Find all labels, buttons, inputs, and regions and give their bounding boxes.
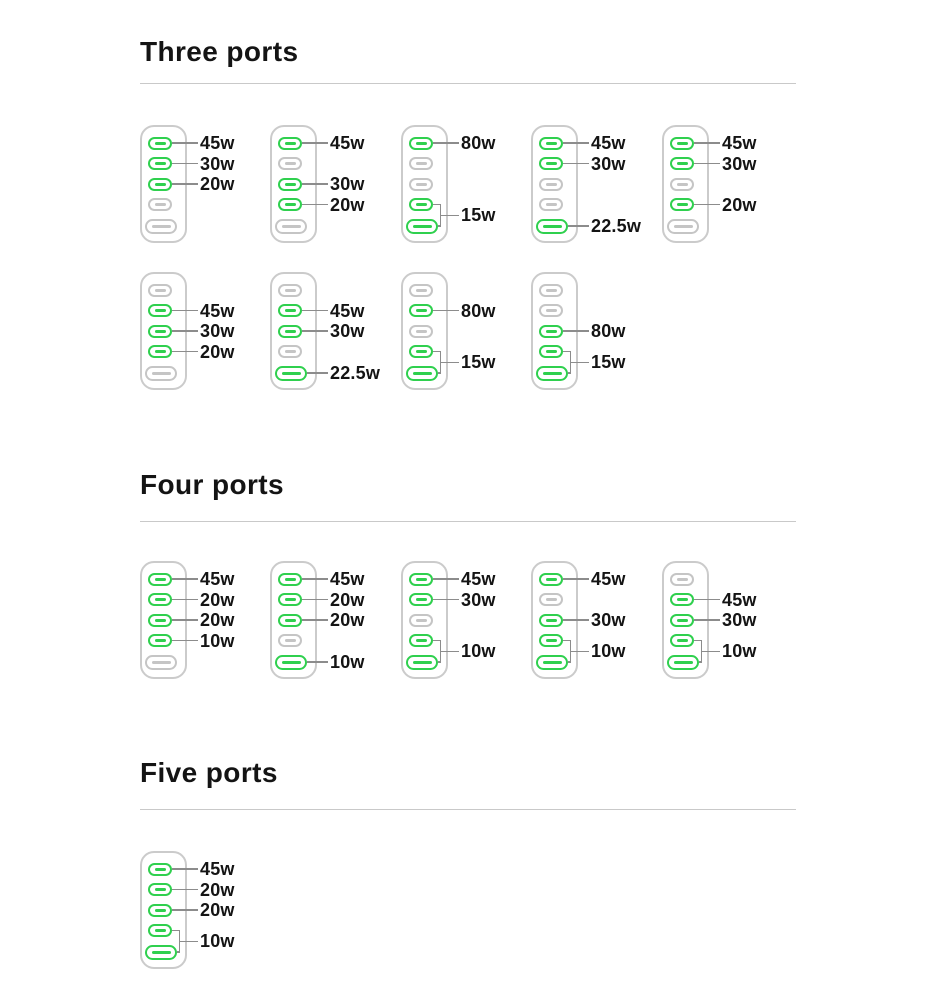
bracket-line-stub xyxy=(701,651,720,653)
usb-c-port-icon xyxy=(148,634,172,647)
usb-c-port-icon xyxy=(148,904,172,917)
usb-c-port-icon xyxy=(409,178,433,191)
port-wattage-label: 45w xyxy=(330,569,365,589)
usb-c-port-icon xyxy=(148,593,172,606)
label-connector-line xyxy=(302,578,328,580)
port-wattage-label: 10w xyxy=(200,931,235,952)
usb-a-port-icon xyxy=(145,655,177,670)
label-connector-line xyxy=(172,909,198,911)
port-pin-bar xyxy=(416,598,427,601)
port-pin-bar xyxy=(155,142,166,145)
port-wattage-label: 30w xyxy=(591,153,626,174)
usb-c-port-icon xyxy=(409,304,433,317)
port-pin-bar xyxy=(416,289,427,292)
usb-a-port-icon xyxy=(145,945,177,960)
usb-c-port-icon xyxy=(670,137,694,150)
port-wattage-label: 30w xyxy=(461,589,496,610)
port-wattage-label: 20w xyxy=(330,610,365,630)
usb-c-port-icon xyxy=(148,304,172,317)
charger-device xyxy=(531,272,741,394)
port-wattage-label: 22.5w xyxy=(330,363,381,383)
usb-a-port-icon xyxy=(275,219,307,234)
label-connector-line xyxy=(563,578,589,580)
label-connector-line xyxy=(172,351,198,353)
port-wattage-label: 20w xyxy=(200,900,235,920)
port-pin-bar xyxy=(413,661,432,664)
label-connector-line xyxy=(433,599,459,601)
port-wattage-label: 10w xyxy=(200,630,235,651)
port-pin-bar xyxy=(285,639,296,642)
usb-a-port-icon xyxy=(536,366,568,381)
label-connector-line xyxy=(302,310,328,312)
section-divider xyxy=(140,521,796,522)
port-pin-bar xyxy=(677,203,688,206)
port-wattage-label: 80w xyxy=(461,300,496,321)
usb-c-port-icon xyxy=(670,614,694,627)
usb-a-port-icon xyxy=(145,366,177,381)
port-pin-bar xyxy=(677,619,688,622)
port-wattage-label: 10w xyxy=(330,652,365,672)
port-pin-bar xyxy=(677,183,688,186)
usb-c-port-icon xyxy=(278,593,302,606)
port-pin-bar xyxy=(155,578,166,581)
port-wattage-label: 45w xyxy=(591,569,626,589)
port-pin-bar xyxy=(416,578,427,581)
label-connector-line xyxy=(172,640,198,642)
port-pin-bar xyxy=(416,330,427,333)
port-pin-bar xyxy=(416,203,427,206)
port-pin-bar xyxy=(546,183,557,186)
port-wattage-label: 80w xyxy=(591,321,626,341)
usb-c-port-icon xyxy=(670,593,694,606)
port-wattage-label: 45w xyxy=(330,300,365,321)
usb-c-port-icon xyxy=(539,284,563,297)
port-wattage-label: 22.5w xyxy=(591,216,642,236)
usb-a-port-icon xyxy=(536,655,568,670)
port-wattage-label: 15w xyxy=(461,205,496,226)
port-pin-bar xyxy=(282,372,301,375)
port-pin-bar xyxy=(543,661,562,664)
label-connector-line xyxy=(172,578,198,580)
port-wattage-label: 30w xyxy=(200,153,235,174)
usb-a-port-icon xyxy=(275,366,307,381)
usb-c-port-icon xyxy=(148,284,172,297)
port-pin-bar xyxy=(285,330,296,333)
usb-c-port-icon xyxy=(409,284,433,297)
label-connector-line xyxy=(172,868,198,870)
section-divider xyxy=(140,83,796,84)
port-pin-bar xyxy=(152,372,171,375)
port-wattage-label: 45w xyxy=(200,859,235,879)
port-wattage-label: 45w xyxy=(330,133,365,153)
usb-c-port-icon xyxy=(278,634,302,647)
usb-c-port-icon xyxy=(409,573,433,586)
usb-c-port-icon xyxy=(670,573,694,586)
label-connector-line xyxy=(694,599,720,601)
port-wattage-label: 15w xyxy=(591,352,626,373)
port-pin-bar xyxy=(155,619,166,622)
port-wattage-label: 10w xyxy=(591,641,626,662)
label-connector-line xyxy=(302,330,328,332)
port-pin-bar xyxy=(282,661,301,664)
label-connector-line xyxy=(694,619,720,621)
port-pin-bar xyxy=(416,350,427,353)
charger-device xyxy=(662,125,872,247)
usb-a-port-icon xyxy=(406,655,438,670)
usb-c-port-icon xyxy=(670,157,694,170)
usb-c-port-icon xyxy=(539,573,563,586)
usb-c-port-icon xyxy=(278,345,302,358)
port-pin-bar xyxy=(285,350,296,353)
port-pin-bar xyxy=(155,909,166,912)
usb-c-port-icon xyxy=(409,157,433,170)
usb-a-port-icon xyxy=(145,219,177,234)
usb-c-port-icon xyxy=(278,157,302,170)
port-pin-bar xyxy=(282,225,301,228)
port-wattage-label: 10w xyxy=(461,641,496,662)
port-wattage-label: 30w xyxy=(722,153,757,174)
usb-c-port-icon xyxy=(670,198,694,211)
port-pin-bar xyxy=(416,639,427,642)
port-pin-bar xyxy=(546,350,557,353)
usb-a-port-icon xyxy=(667,655,699,670)
port-wattage-label: 20w xyxy=(200,174,235,194)
label-connector-line xyxy=(694,204,720,206)
port-pin-bar xyxy=(155,639,166,642)
usb-a-port-icon xyxy=(536,219,568,234)
label-connector-line xyxy=(172,163,198,165)
port-pin-bar xyxy=(416,162,427,165)
label-connector-line xyxy=(302,142,328,144)
port-pin-bar xyxy=(413,225,432,228)
port-pin-bar xyxy=(416,183,427,186)
port-wattage-label: 20w xyxy=(722,194,757,215)
port-pin-bar xyxy=(155,203,166,206)
port-wattage-label: 30w xyxy=(330,321,365,341)
usb-c-port-icon xyxy=(539,634,563,647)
label-connector-line xyxy=(172,183,198,185)
usb-c-port-icon xyxy=(409,325,433,338)
usb-c-port-icon xyxy=(278,178,302,191)
port-pin-bar xyxy=(543,372,562,375)
port-wattage-label: 10w xyxy=(722,641,757,662)
port-pin-bar xyxy=(152,225,171,228)
port-wattage-label: 45w xyxy=(200,300,235,321)
usb-c-port-icon xyxy=(539,304,563,317)
bracket-line-stub xyxy=(570,651,589,653)
usb-c-port-icon xyxy=(148,137,172,150)
usb-c-port-icon xyxy=(148,614,172,627)
port-pin-bar xyxy=(155,598,166,601)
port-pin-bar xyxy=(416,309,427,312)
usb-a-port-icon xyxy=(406,219,438,234)
label-connector-line xyxy=(172,310,198,312)
usb-c-port-icon xyxy=(539,614,563,627)
bracket-line-stub xyxy=(570,362,589,364)
port-wattage-label: 15w xyxy=(461,352,496,373)
label-connector-line xyxy=(302,599,328,601)
port-wattage-label: 45w xyxy=(200,133,235,153)
label-connector-line xyxy=(433,142,459,144)
label-connector-line xyxy=(563,619,589,621)
port-wattage-label: 20w xyxy=(330,589,365,610)
port-pin-bar xyxy=(285,598,296,601)
port-wattage-label: 20w xyxy=(200,341,235,362)
bracket-line-stub xyxy=(440,215,459,217)
section-divider xyxy=(140,809,796,810)
usb-c-port-icon xyxy=(539,157,563,170)
usb-a-port-icon xyxy=(406,366,438,381)
usb-a-port-icon xyxy=(667,219,699,234)
port-pin-bar xyxy=(546,330,557,333)
usb-c-port-icon xyxy=(670,634,694,647)
port-pin-bar xyxy=(155,868,166,871)
usb-c-port-icon xyxy=(148,198,172,211)
usb-c-port-icon xyxy=(278,614,302,627)
port-pin-bar xyxy=(546,289,557,292)
usb-c-port-icon xyxy=(148,863,172,876)
label-connector-line xyxy=(307,372,328,374)
port-pin-bar xyxy=(677,142,688,145)
port-pin-bar xyxy=(546,578,557,581)
label-connector-line xyxy=(694,142,720,144)
usb-c-port-icon xyxy=(148,883,172,896)
port-wattage-label: 45w xyxy=(461,569,496,589)
usb-c-port-icon xyxy=(278,304,302,317)
usb-c-port-icon xyxy=(539,198,563,211)
usb-c-port-icon xyxy=(409,137,433,150)
usb-a-port-icon xyxy=(275,655,307,670)
charger-device xyxy=(662,561,872,683)
port-pin-bar xyxy=(285,142,296,145)
usb-c-port-icon xyxy=(278,137,302,150)
label-connector-line xyxy=(563,142,589,144)
label-connector-line xyxy=(694,163,720,165)
bracket-line-stub xyxy=(179,941,198,943)
port-pin-bar xyxy=(546,309,557,312)
port-pin-bar xyxy=(546,639,557,642)
port-pin-bar xyxy=(677,639,688,642)
port-pin-bar xyxy=(413,372,432,375)
port-wattage-label: 45w xyxy=(722,133,757,153)
usb-c-port-icon xyxy=(539,325,563,338)
label-connector-line xyxy=(172,599,198,601)
port-wattage-label: 30w xyxy=(330,174,365,194)
port-pin-bar xyxy=(546,203,557,206)
port-wattage-label: 80w xyxy=(461,133,496,153)
port-pin-bar xyxy=(416,142,427,145)
port-pin-bar xyxy=(152,661,171,664)
label-connector-line xyxy=(433,310,459,312)
port-wattage-label: 20w xyxy=(330,194,365,215)
label-connector-line xyxy=(307,661,328,663)
port-pin-bar xyxy=(155,888,166,891)
port-pin-bar xyxy=(677,162,688,165)
port-pin-bar xyxy=(677,598,688,601)
label-connector-line xyxy=(563,330,589,332)
port-pin-bar xyxy=(155,289,166,292)
label-connector-line xyxy=(172,889,198,891)
port-wattage-label: 20w xyxy=(200,610,235,630)
label-connector-line xyxy=(172,330,198,332)
charger-device xyxy=(140,851,350,973)
section-title-three-ports: Three ports xyxy=(140,36,299,67)
usb-c-port-icon xyxy=(278,284,302,297)
usb-c-port-icon xyxy=(148,345,172,358)
port-pin-bar xyxy=(155,350,166,353)
port-wattage-label: 20w xyxy=(200,589,235,610)
port-wattage-label: 30w xyxy=(200,321,235,341)
port-wattage-label: 45w xyxy=(722,589,757,610)
usb-c-port-icon xyxy=(409,593,433,606)
port-pin-bar xyxy=(674,225,693,228)
port-pin-bar xyxy=(546,619,557,622)
section-title-five-ports: Five ports xyxy=(140,757,278,788)
usb-c-port-icon xyxy=(539,137,563,150)
usb-c-port-icon xyxy=(278,573,302,586)
label-connector-line xyxy=(172,142,198,144)
usb-c-port-icon xyxy=(539,345,563,358)
bracket-line-stub xyxy=(440,362,459,364)
label-connector-line xyxy=(433,578,459,580)
usb-c-port-icon xyxy=(148,573,172,586)
usb-c-port-icon xyxy=(539,593,563,606)
port-pin-bar xyxy=(152,951,171,954)
usb-c-port-icon xyxy=(670,178,694,191)
port-wattage-label: 30w xyxy=(722,610,757,630)
usb-c-port-icon xyxy=(148,924,172,937)
port-pin-bar xyxy=(543,225,562,228)
port-pin-bar xyxy=(546,598,557,601)
usb-c-port-icon xyxy=(409,198,433,211)
bracket-line-stub xyxy=(440,651,459,653)
port-wattage-label: 45w xyxy=(591,133,626,153)
port-wattage-label: 20w xyxy=(200,879,235,900)
label-connector-line xyxy=(563,163,589,165)
port-pin-bar xyxy=(155,183,166,186)
port-pin-bar xyxy=(155,162,166,165)
port-pin-bar xyxy=(546,162,557,165)
port-pin-bar xyxy=(416,619,427,622)
port-pin-bar xyxy=(677,578,688,581)
port-pin-bar xyxy=(546,142,557,145)
port-pin-bar xyxy=(285,203,296,206)
label-connector-line xyxy=(568,225,589,227)
usb-c-port-icon xyxy=(278,198,302,211)
port-pin-bar xyxy=(285,619,296,622)
section-title-four-ports: Four ports xyxy=(140,469,284,500)
port-pin-bar xyxy=(285,309,296,312)
usb-c-port-icon xyxy=(148,325,172,338)
port-pin-bar xyxy=(285,289,296,292)
port-pin-bar xyxy=(155,929,166,932)
port-pin-bar xyxy=(285,578,296,581)
usb-c-port-icon xyxy=(409,614,433,627)
port-wattage-label: 30w xyxy=(591,610,626,630)
port-pin-bar xyxy=(155,309,166,312)
usb-c-port-icon xyxy=(278,325,302,338)
port-pin-bar xyxy=(155,330,166,333)
usb-c-port-icon xyxy=(148,178,172,191)
port-pin-bar xyxy=(674,661,693,664)
port-wattage-label: 45w xyxy=(200,569,235,589)
label-connector-line xyxy=(302,183,328,185)
port-pin-bar xyxy=(285,162,296,165)
label-connector-line xyxy=(302,204,328,206)
label-connector-line xyxy=(172,619,198,621)
label-connector-line xyxy=(302,619,328,621)
usb-c-port-icon xyxy=(409,345,433,358)
usb-c-port-icon xyxy=(539,178,563,191)
usb-c-port-icon xyxy=(148,157,172,170)
usb-c-port-icon xyxy=(409,634,433,647)
port-pin-bar xyxy=(285,183,296,186)
